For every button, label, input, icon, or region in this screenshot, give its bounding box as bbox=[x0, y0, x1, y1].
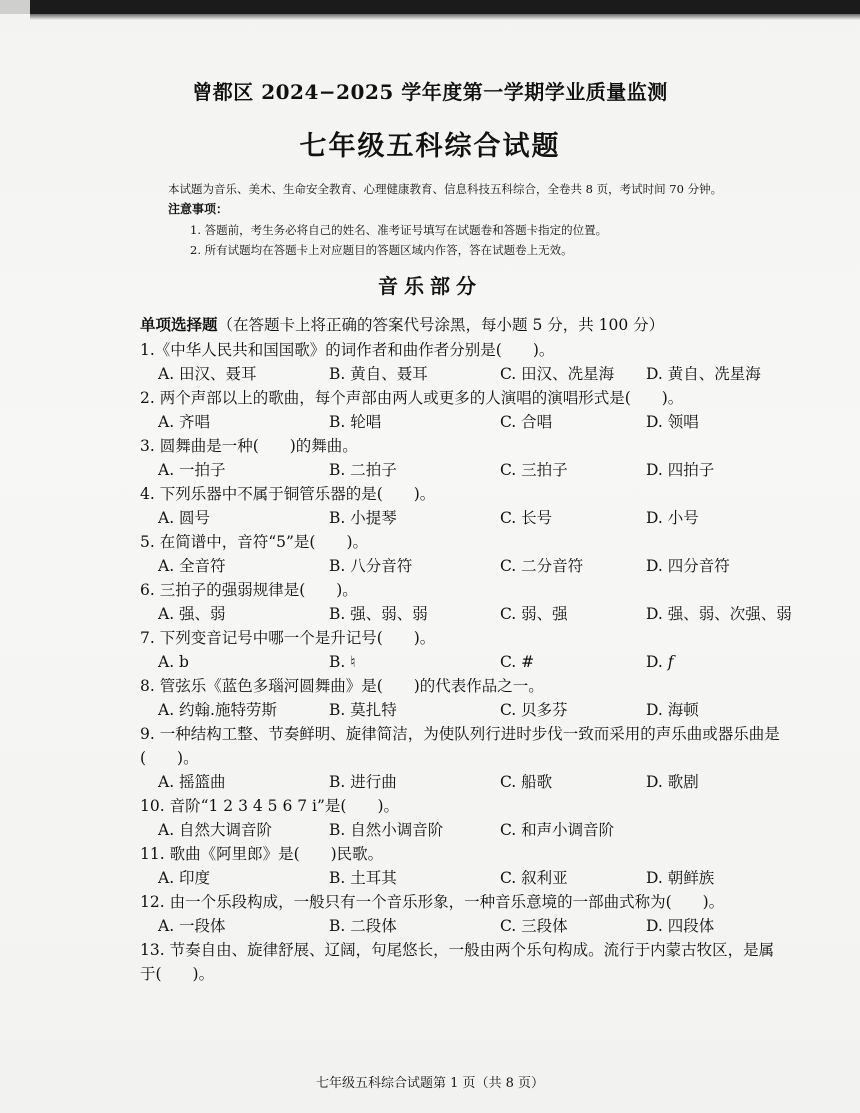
option-c: C. 弱、强 bbox=[500, 605, 568, 623]
option-c: C. 贝多芬 bbox=[500, 701, 568, 719]
option-d: D. 歌剧 bbox=[646, 773, 699, 791]
option-a: A. 田汉、聂耳 bbox=[158, 365, 257, 383]
question-item bbox=[140, 890, 840, 938]
question-item bbox=[140, 674, 840, 722]
option-c: C. 船歌 bbox=[500, 773, 553, 791]
notes-heading: 注意事项： bbox=[168, 202, 229, 216]
option-b: B. 进行曲 bbox=[329, 773, 397, 791]
question-item bbox=[140, 530, 840, 578]
option-a: A. 全音符 bbox=[158, 557, 226, 575]
scan-shadow bbox=[30, 0, 860, 14]
instruction-detail: （在答题卡上将正确的答案代号涂黑，每小题 5 分，共 100 分） bbox=[217, 316, 665, 334]
option-b: B. 轮唱 bbox=[329, 413, 382, 431]
instruction-type: 单项选择题 bbox=[140, 315, 218, 334]
question-stem: 10. 音阶“1 2 3 4 5 6 7 i”是( )。 bbox=[140, 797, 399, 815]
option-row bbox=[140, 410, 840, 434]
option-row bbox=[140, 818, 840, 842]
question-stem: 8. 管弦乐《蓝色多瑙河圆舞曲》是( )的代表作品之一。 bbox=[140, 677, 544, 695]
question-stem: 1.《中华人民共和国国歌》的词作者和曲作者分别是( )。 bbox=[140, 341, 555, 359]
option-c: C. 长号 bbox=[500, 509, 553, 527]
option-a: A. 齐唱 bbox=[158, 413, 211, 431]
question-item bbox=[140, 338, 840, 386]
intro-text: 本试题为音乐、美术、生命安全教育、心理健康教育、信息科技五科综合，全卷共 8 页，考试时间 70 分钟。 bbox=[168, 182, 723, 196]
option-d: D. 强、弱、次强、弱 bbox=[646, 605, 792, 623]
option-b: B. 莫扎特 bbox=[329, 701, 397, 719]
option-b: B. 二段体 bbox=[329, 917, 397, 935]
option-c: C. 叙利亚 bbox=[500, 869, 568, 887]
option-d: D. 四分音符 bbox=[646, 557, 730, 575]
option-d: D. 𝑓 bbox=[646, 653, 674, 671]
option-row bbox=[140, 554, 840, 578]
option-a: A. b bbox=[158, 653, 189, 671]
option-d: D. 四拍子 bbox=[646, 461, 715, 479]
question-stem: 7. 下列变音记号中哪一个是升记号( )。 bbox=[140, 629, 436, 647]
option-c: C. 三段体 bbox=[500, 917, 568, 935]
option-a: A. 强、弱 bbox=[158, 605, 226, 623]
question-item bbox=[140, 578, 840, 626]
note-item: 1. 答题前，考生务必将自己的姓名、准考证号填写在试题卷和答题卡指定的位置。 bbox=[190, 223, 608, 237]
exam-title: 曾都区 2024−2025 学年度第一学期学业质量监测 bbox=[192, 80, 668, 104]
question-item bbox=[140, 842, 840, 890]
option-row bbox=[140, 458, 840, 482]
question-stem: 5. 在简谱中，音符“5”是( )。 bbox=[140, 533, 369, 551]
option-row bbox=[140, 602, 840, 626]
option-d: D. 四段体 bbox=[646, 917, 715, 935]
question-list bbox=[140, 338, 840, 986]
option-a: A. 印度 bbox=[158, 869, 211, 887]
option-b: B. 二拍子 bbox=[329, 461, 397, 479]
option-b: B. 黄自、聂耳 bbox=[329, 365, 428, 383]
option-c: C. 合唱 bbox=[500, 413, 553, 431]
notes-list bbox=[190, 220, 810, 260]
question-stem: 12. 由一个乐段构成，一般只有一个音乐形象，一种音乐意境的一部曲式称为( )。 bbox=[140, 893, 725, 911]
option-b: B. 八分音符 bbox=[329, 557, 413, 575]
section-instruction bbox=[140, 313, 664, 335]
question-item bbox=[140, 434, 840, 482]
option-c: C. 二分音符 bbox=[500, 557, 584, 575]
option-c: C. 三拍子 bbox=[500, 461, 568, 479]
option-a: A. 约翰.施特劳斯 bbox=[158, 701, 277, 719]
question-stem: 11. 歌曲《阿里郎》是( )民歌。 bbox=[140, 845, 384, 863]
option-row bbox=[140, 362, 840, 386]
question-item bbox=[140, 482, 840, 530]
question-item bbox=[140, 794, 840, 842]
note-item: 2. 所有试题均在答题卡上对应题目的答题区域内作答，答在试题卷上无效。 bbox=[190, 243, 573, 257]
question-stem: 4. 下列乐器中不属于铜管乐器的是( )。 bbox=[140, 485, 436, 503]
paper-title: 七年级五科综合试题 bbox=[299, 131, 561, 162]
option-row bbox=[140, 506, 840, 530]
option-d: D. 朝鲜族 bbox=[646, 869, 715, 887]
option-c: C. # bbox=[500, 653, 535, 671]
option-row bbox=[140, 866, 840, 890]
option-row bbox=[140, 650, 840, 674]
option-row bbox=[140, 698, 840, 722]
option-a: A. 一段体 bbox=[158, 917, 226, 935]
option-b: B. 小提琴 bbox=[329, 509, 397, 527]
option-b: B. 强、弱、弱 bbox=[329, 605, 428, 623]
option-a: A. 一拍子 bbox=[158, 461, 226, 479]
question-item bbox=[140, 386, 840, 434]
option-c: C. 田汉、冼星海 bbox=[500, 365, 615, 383]
option-b: B. 土耳其 bbox=[329, 869, 397, 887]
question-item bbox=[140, 626, 840, 674]
scan-edge bbox=[0, 0, 30, 14]
question-stem: 13. 节奏自由、旋律舒展、辽阔，句尾悠长，一般由两个乐句构成。流行于内蒙古牧区，是属于( )。 bbox=[140, 941, 775, 983]
option-a: A. 圆号 bbox=[158, 509, 211, 527]
option-b: B. ♮ bbox=[329, 653, 356, 671]
option-d: D. 黄自、冼星海 bbox=[646, 365, 761, 383]
option-row bbox=[140, 770, 840, 794]
option-d: D. 海顿 bbox=[646, 701, 699, 719]
question-stem: 9. 一种结构工整、节奏鲜明、旋律简洁，为使队列行进时步伐一致而采用的声乐曲或器乐曲是( )。 bbox=[140, 725, 780, 767]
option-d: D. 领唱 bbox=[646, 413, 699, 431]
section-title: 音乐部分 bbox=[378, 274, 482, 298]
option-d: D. 小号 bbox=[646, 509, 699, 527]
question-stem: 3. 圆舞曲是一种( )的舞曲。 bbox=[140, 437, 358, 455]
question-item bbox=[140, 722, 840, 794]
option-a: A. 摇篮曲 bbox=[158, 773, 226, 791]
option-row bbox=[140, 914, 840, 938]
question-item bbox=[140, 938, 840, 986]
question-stem: 2. 两个声部以上的歌曲，每个声部由两人或更多的人演唱的演唱形式是( )。 bbox=[140, 389, 684, 407]
option-b: B. 自然小调音阶 bbox=[329, 821, 444, 839]
option-c: C. 和声小调音阶 bbox=[500, 821, 615, 839]
question-stem: 6. 三拍子的强弱规律是( )。 bbox=[140, 581, 358, 599]
option-a: A. 自然大调音阶 bbox=[158, 821, 273, 839]
page-footer: 七年级五科综合试题第 1 页（共 8 页） bbox=[315, 1076, 545, 1091]
